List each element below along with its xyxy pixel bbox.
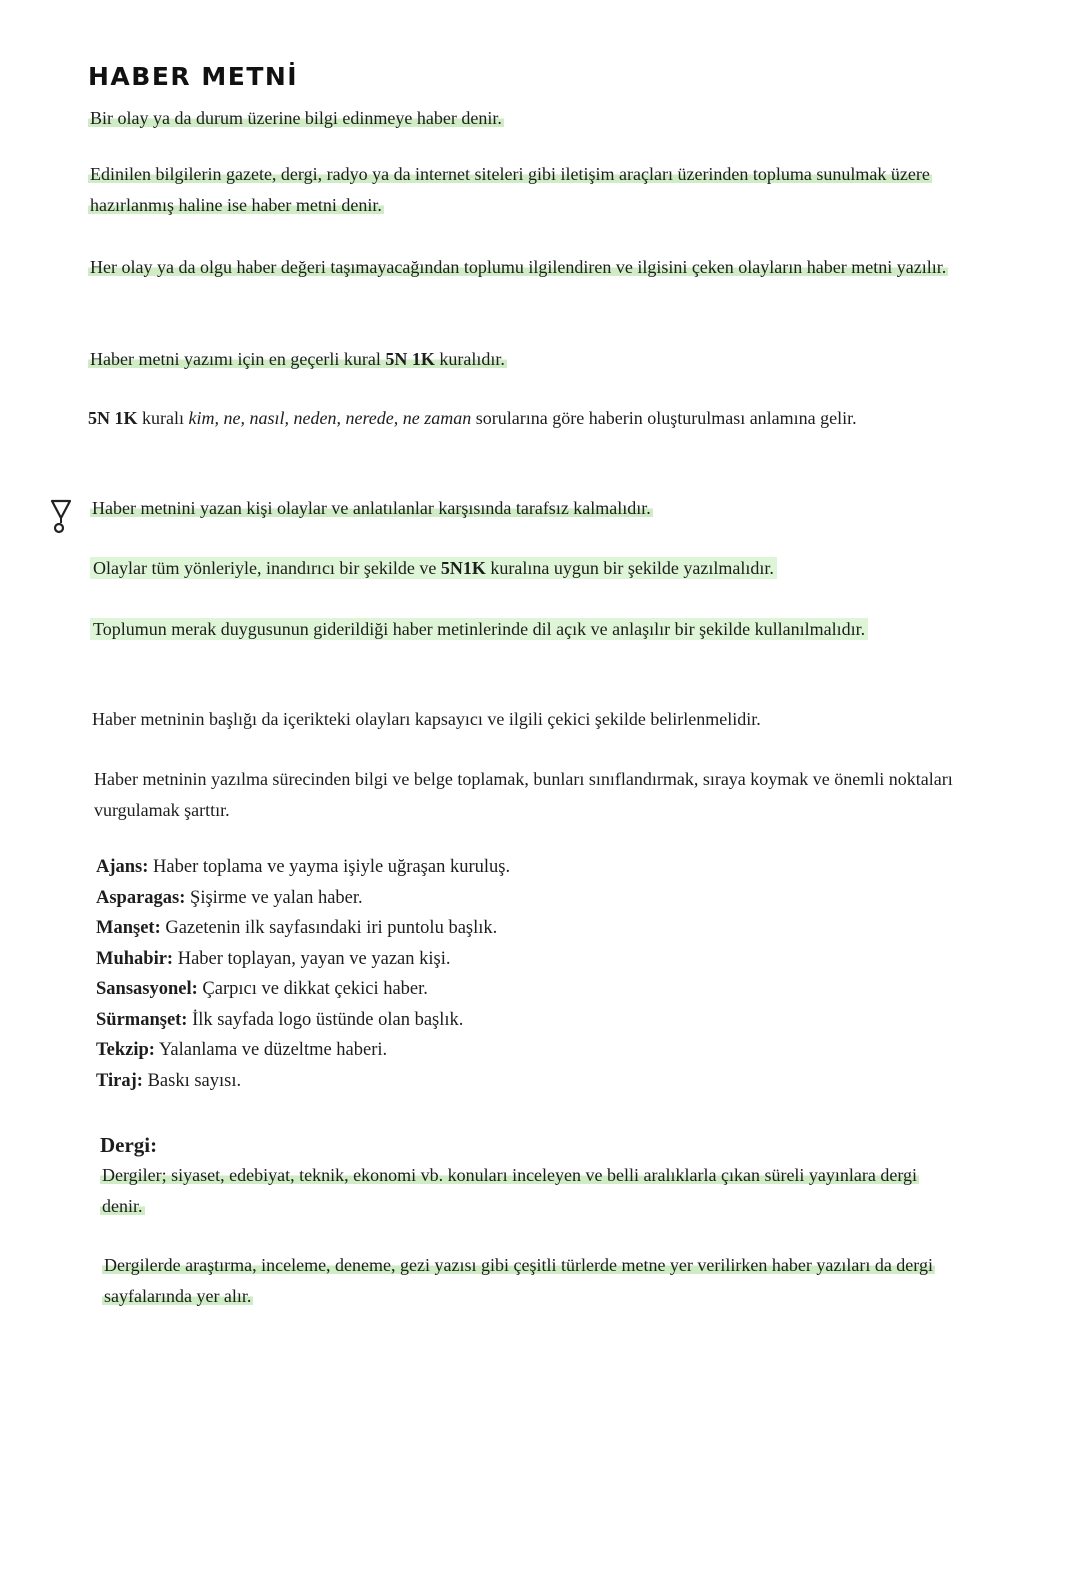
text-run: kuralına uygun bir şekilde yazılmalıdır. bbox=[485, 558, 774, 578]
glossary-definition: Çarpıcı ve dikkat çekici haber. bbox=[197, 979, 428, 999]
text-run: sorularına göre haberin oluşturulması anlamına gelir. bbox=[471, 408, 857, 428]
paragraph-text: Toplumun merak duygusunun giderildiği haber metinlerinde dil açık ve anlaşılır bir şekilde kullanılmalıdır. bbox=[90, 618, 868, 640]
paragraph-text: Dergiler; siyaset, edebiyat, teknik, ekonomi vb. konuları inceleyen ve belli aralıklarla çıkan süreli yayınlara dergi denir. bbox=[102, 1165, 918, 1216]
paragraph-text: Haber metnini yazan kişi olaylar ve anlatılanlar karşısında tarafsız kalmalıdır. bbox=[92, 498, 651, 518]
glossary-item bbox=[96, 913, 796, 944]
paragraph-haber-degeri bbox=[88, 252, 978, 283]
paragraph-5n1k-explanation bbox=[88, 403, 948, 434]
paragraph-inandiricilik bbox=[90, 553, 980, 584]
glossary-item bbox=[96, 1035, 796, 1066]
paragraph-text: Bir olay ya da durum üzerine bilgi edinmeye haber denir. bbox=[90, 108, 502, 128]
paragraph-haber-metni-definition bbox=[88, 159, 948, 221]
glossary-term: Sürmanşet: bbox=[96, 1009, 188, 1030]
paragraph-text bbox=[90, 557, 777, 579]
glossary-definition: Şişirme ve yalan haber. bbox=[185, 887, 363, 908]
glossary-term: Muhabir: bbox=[96, 948, 174, 969]
glossary-item bbox=[96, 852, 796, 883]
glossary-definition: Haber toplama ve yayma işiyle uğraşan kuruluş. bbox=[148, 857, 511, 877]
page-title: HABER METNİ bbox=[88, 62, 299, 91]
glossary-item bbox=[96, 974, 796, 1005]
rule-name: 5N1K bbox=[440, 558, 486, 578]
paragraph-yazim-sureci bbox=[94, 764, 964, 826]
paragraph-text: Edinilen bilgilerin gazete, dergi, radyo ya da internet siteleri gibi iletişim araçları üzerinden topluma sunulmak üzere hazırlanmış haline ise haber metni denir. bbox=[90, 164, 930, 215]
question-words: kim, ne, nasıl, neden, nerede, ne zaman bbox=[188, 408, 472, 428]
glossary-term: Tekzip: bbox=[96, 1040, 155, 1060]
paragraph-haber-definition bbox=[88, 103, 978, 134]
paragraph-baslik bbox=[92, 704, 982, 735]
section-heading-dergi: Dergi: bbox=[100, 1133, 158, 1157]
paragraph-text: Her olay ya da olgu haber değeri taşımayacağından toplumu ilgilendiren ve ilgisini çeken olayların haber metni yazılır. bbox=[90, 257, 947, 277]
glossary-term: Manşet: bbox=[96, 918, 161, 938]
text-run: kuralıdır. bbox=[434, 349, 505, 369]
glossary-definition: Gazetenin ilk sayfasındaki iri puntolu başlık. bbox=[160, 918, 498, 938]
glossary-item bbox=[96, 944, 796, 975]
paragraph-text: Dergilerde araştırma, inceleme, deneme, gezi yazısı gibi çeşitli türlerde metne yer verilirken haber yazıları da dergi sayfalarında yer alır. bbox=[104, 1255, 933, 1306]
glossary-term: Tiraj: bbox=[96, 1070, 143, 1091]
paragraph-text bbox=[88, 349, 507, 369]
glossary-definition: Haber toplayan, yayan ve yazan kişi. bbox=[173, 948, 451, 969]
rule-name: 5N 1K bbox=[385, 349, 435, 369]
paragraph-dergi-definition bbox=[100, 1160, 940, 1222]
glossary-term: Ajans: bbox=[96, 857, 149, 877]
glossary-item bbox=[96, 1066, 796, 1097]
text-run: Olaylar tüm yönleriyle, inandırıcı bir şekilde ve bbox=[93, 558, 441, 578]
glossary-definition: İlk sayfada logo üstünde olan başlık. bbox=[187, 1009, 464, 1030]
paragraph-5n1k-rule bbox=[88, 344, 978, 375]
text-run: kuralı bbox=[137, 408, 189, 428]
glossary-term: Sansasyonel: bbox=[96, 979, 198, 999]
triangle-circle-marker-icon bbox=[50, 498, 72, 536]
paragraph-text: Haber metninin başlığı da içerikteki olayları kapsayıcı ve ilgili çekici şekilde belirlenmelidir. bbox=[92, 709, 761, 729]
glossary-list bbox=[96, 852, 796, 1096]
glossary-term: Asparagas: bbox=[96, 887, 186, 908]
paragraph-dergi-icerik bbox=[102, 1250, 942, 1312]
text-run: Haber metni yazımı için en geçerli kural bbox=[90, 349, 386, 369]
glossary-definition: Baskı sayısı. bbox=[142, 1070, 242, 1091]
paragraph-dil-kullanimi bbox=[90, 614, 870, 645]
glossary-item bbox=[96, 883, 796, 914]
glossary-definition: Yalanlama ve düzeltme haberi. bbox=[154, 1040, 388, 1060]
rule-name: 5N 1K bbox=[88, 408, 138, 428]
paragraph-text: Haber metninin yazılma sürecinden bilgi ve belge toplamak, bunları sınıflandırmak, sıraya koymak ve önemli noktaları vurgulamak şarttır. bbox=[94, 769, 953, 820]
glossary-item bbox=[96, 1005, 796, 1036]
paragraph-tarafsizlik bbox=[90, 493, 980, 524]
